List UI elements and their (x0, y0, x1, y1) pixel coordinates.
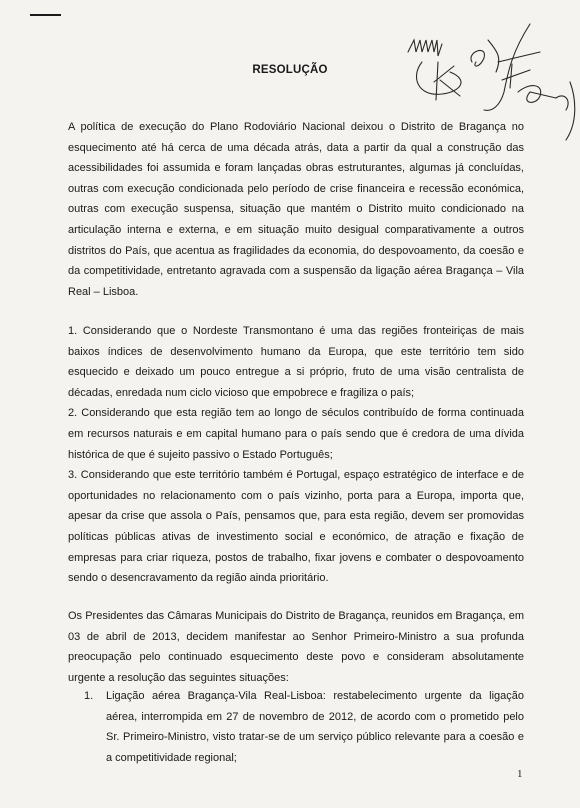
considerando-item: 3. Considerando que este território também é Portugal, espaço estratégico de interface e de oportunidades no relacionamento com o país vizinho, porta para a Europa, importa que, apesar da crise que assola o País, pensamos que, para esta região, devem ser promovidas políticas públicas ativas de investimento social e económico, de atração e fixação de empresas para criar riqueza, postos de trabalho, fixar jovens e combater o despovoamento sendo o desencravamento da região ainda prioritário. (68, 469, 524, 585)
intro-paragraph: A política de execução do Plano Rodoviário Nacional deixou o Distrito de Bragança no esquecimento até há cerca de uma década atrás, data a partir da qual a construção das acessibilidades foi assumida e foram lançadas obras estruturantes, algumas já concluídas, outras com execução condicionada pelo período de crise financeira e recessão económica, outras com execução suspensa, situação que mantém o Distrito muito condicionado na articulação interna e externa, e em situação muito desigual comparativamente a outros distritos do País, que acentua as fragilidades da economia, do despovoamento, da coesão e da competitividade, entretanto agravada com a suspensão da ligação aérea Bragança – Vila Real – Lisboa. (68, 121, 524, 298)
action-item-number: 1. (84, 690, 94, 702)
page-number: 1 (517, 768, 523, 780)
action-item-text: Ligação aérea Bragança-Vila Real-Lisboa: restabelecimento urgente da ligação aérea, interrompida em 27 de novembro de 2012, de acordo com o prometido pelo Sr. Primeiro-Ministro, visto tratar-se de um serviço público relevante para a coesão e a competitividade regional; (106, 690, 524, 764)
considerandos-list (68, 321, 524, 589)
presidents-text: Os Presidentes das Câmaras Municipais do Distrito de Bragança, reunidos em Bragança, em 03 de abril de 2013, decidem manifestar ao Senhor Primeiro-Ministro a sua profunda preocupação pelo continuado esquecimento deste povo e consideram absolutamente urgente a resolução das seguintes situações: (68, 610, 524, 684)
considerando-item: 1. Considerando que o Nordeste Transmontano é uma das regiões fronteiriças de mais baixos índices de desenvolvimento humano da Europa, que este território tem sido esquecido e deixado um pouco entregue a si próprio, fruto de uma visão centralista de décadas, enredada num ciclo vicioso que empobrece e fragiliza o país; (68, 325, 524, 399)
actions-list (68, 686, 524, 768)
action-item (68, 686, 524, 768)
presidents-paragraph (68, 606, 524, 688)
document-title: RESOLUÇÃO (252, 64, 328, 76)
considerando-item: 2. Considerando que esta região tem ao longo de séculos contribuído de forma continuada em recursos naturais e em capital humano para o país sendo que é credora de uma dívida histórica de que é sujeito passivo o Estado Português; (68, 407, 524, 461)
top-margin-mark (30, 14, 61, 16)
